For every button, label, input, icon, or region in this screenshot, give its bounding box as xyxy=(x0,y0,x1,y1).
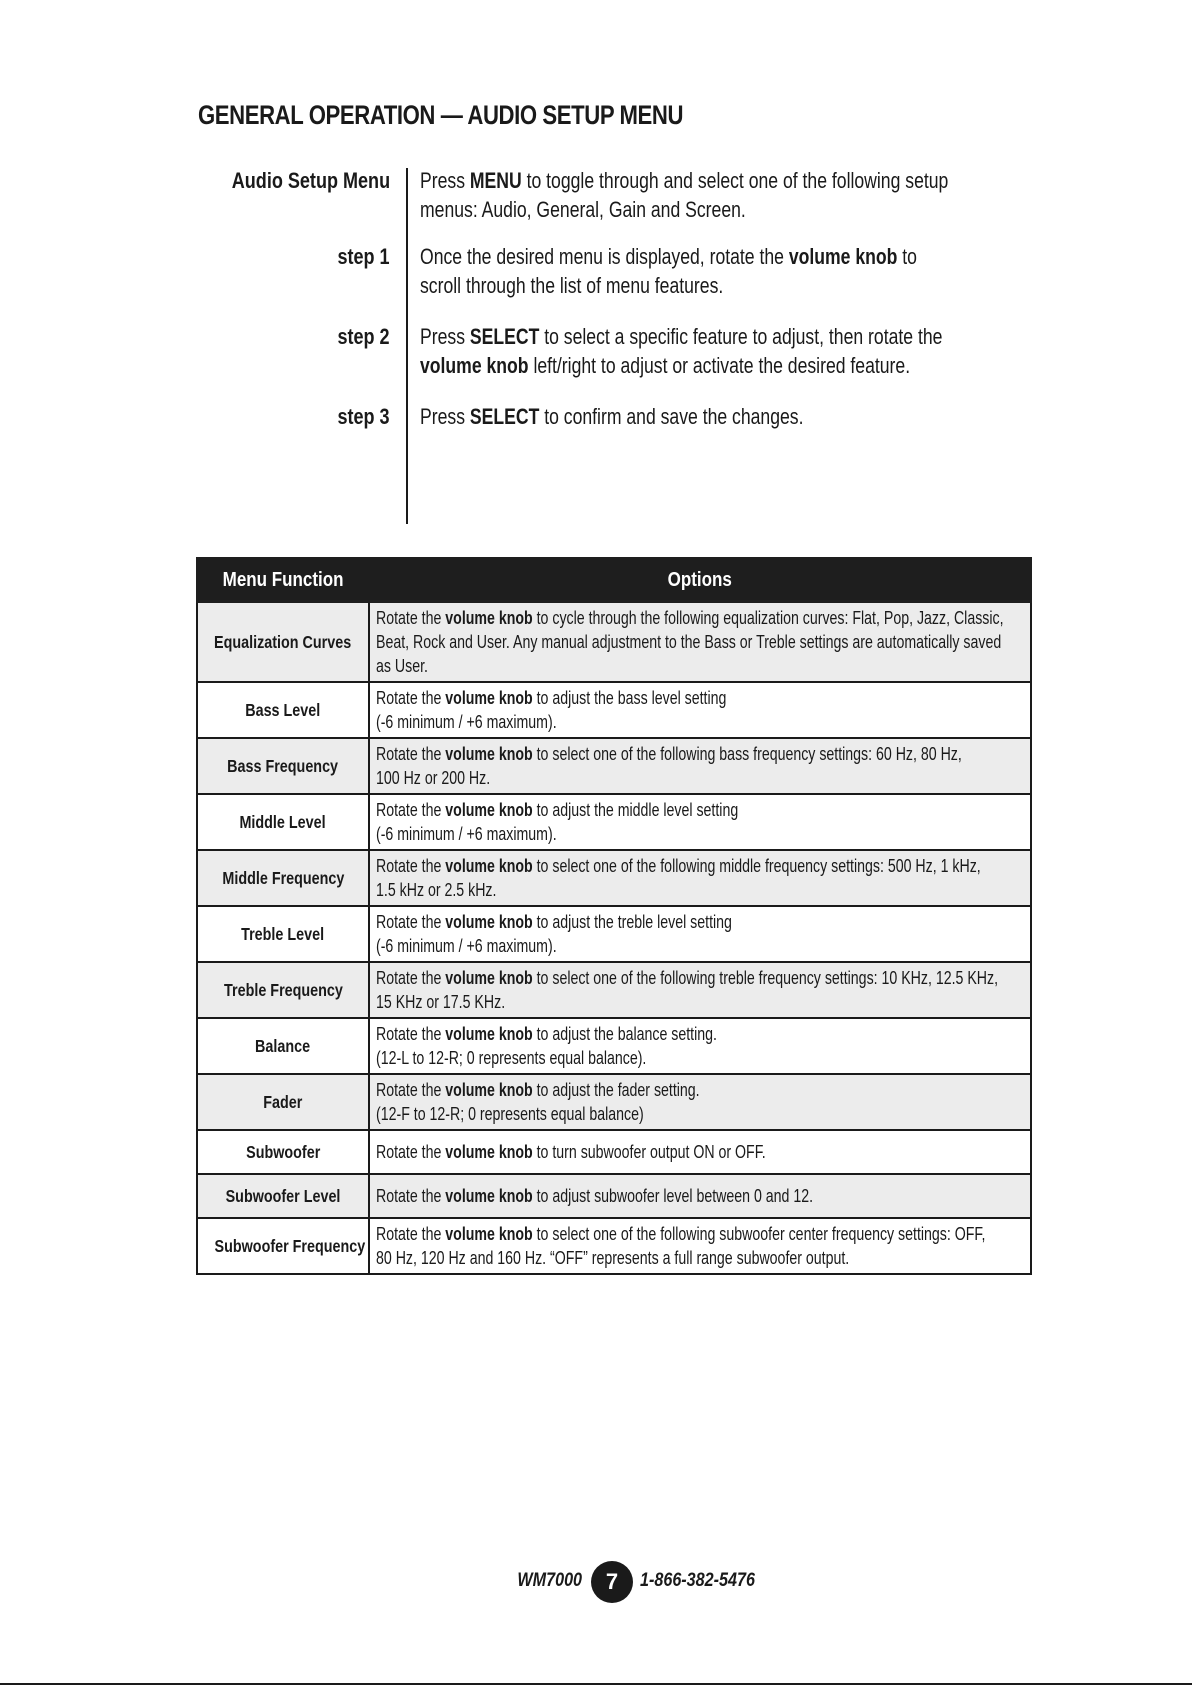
text-segment: to adjust the balance setting. xyxy=(532,1024,717,1044)
options-text xyxy=(376,1022,1084,1070)
emphasis-text: volume knob xyxy=(445,1080,533,1100)
options-text xyxy=(376,686,1084,734)
emphasis-text: volume knob xyxy=(445,1142,533,1162)
options-text xyxy=(376,910,1084,958)
text-segment: 80 Hz, 120 Hz and 160 Hz. “OFF” represents a full range subwoofer output. xyxy=(376,1248,850,1268)
audio-setup-instructions xyxy=(190,166,1010,524)
emphasis-text: volume knob xyxy=(445,1186,533,1206)
menu-function-cell: Middle Level xyxy=(197,794,369,850)
emphasis-text: volume knob xyxy=(445,1024,533,1044)
menu-function-cell: Equalization Curves xyxy=(197,602,369,682)
text-segment: Rotate the xyxy=(376,800,446,820)
page-footer xyxy=(0,1560,1192,1604)
text-segment: to adjust the treble level setting xyxy=(532,912,732,932)
emphasis-text: MENU xyxy=(469,168,522,193)
table-row xyxy=(197,602,1031,682)
text-segment: Rotate the xyxy=(376,1080,446,1100)
table-row xyxy=(197,1174,1031,1218)
text-segment: to select one of the following subwoofer center frequency settings: OFF, xyxy=(532,1224,986,1244)
emphasis-text: volume knob xyxy=(445,1224,533,1244)
emphasis-text: SELECT xyxy=(469,324,540,349)
model-number: WM7000 xyxy=(517,1570,582,1591)
text-segment: to select one of the following treble frequency settings: 10 KHz, 12.5 KHz, xyxy=(532,968,999,988)
options-text xyxy=(376,1078,1084,1126)
text-segment: to cycle through the following equalization curves: Flat, Pop, Jazz, Classic, xyxy=(532,608,1004,628)
options-cell xyxy=(369,794,1031,850)
table-row xyxy=(197,1074,1031,1130)
options-text xyxy=(376,854,1084,902)
menu-function-cell: Balance xyxy=(197,1018,369,1074)
options-text xyxy=(376,1184,1084,1208)
text-segment: to select one of the following middle frequency settings: 500 Hz, 1 kHz, xyxy=(532,856,981,876)
options-cell xyxy=(369,1174,1031,1218)
text-segment: to select a specific feature to adjust, then rotate the xyxy=(539,324,943,349)
table-header-row xyxy=(197,558,1031,602)
text-segment: Rotate the xyxy=(376,856,446,876)
options-text xyxy=(376,1222,1084,1270)
options-cell xyxy=(369,906,1031,962)
emphasis-text: volume knob xyxy=(420,353,529,378)
options-text xyxy=(376,606,1084,678)
table-row xyxy=(197,850,1031,906)
options-text xyxy=(376,966,1084,1014)
options-cell xyxy=(369,1018,1031,1074)
text-segment: (12-L to 12-R; 0 represents equal balance). xyxy=(376,1048,647,1068)
text-segment: (-6 minimum / +6 maximum). xyxy=(376,824,557,844)
options-cell xyxy=(369,602,1031,682)
vertical-divider xyxy=(406,168,408,524)
text-segment: to adjust the middle level setting xyxy=(532,800,739,820)
text-segment: Press xyxy=(420,404,470,429)
options-cell xyxy=(369,738,1031,794)
setup-text xyxy=(420,322,1012,380)
text-segment: Press xyxy=(420,168,470,193)
text-segment: scroll through the list of menu features. xyxy=(420,273,724,298)
table-row xyxy=(197,738,1031,794)
setup-text xyxy=(420,402,1012,431)
text-segment: Rotate the xyxy=(376,688,446,708)
emphasis-text: volume knob xyxy=(445,800,533,820)
menu-function-cell: Subwoofer Level xyxy=(197,1174,369,1218)
menu-function-cell: Fader xyxy=(197,1074,369,1130)
emphasis-text: volume knob xyxy=(445,608,533,628)
text-segment: Beat, Rock and User. Any manual adjustment to the Bass or Treble settings are automatically saved xyxy=(376,632,1002,652)
menu-function-cell: Treble Frequency xyxy=(197,962,369,1018)
setup-label: step 1 xyxy=(337,244,390,269)
emphasis-text: SELECT xyxy=(469,404,540,429)
options-text xyxy=(376,742,1084,790)
emphasis-text: volume knob xyxy=(445,968,533,988)
text-segment: (-6 minimum / +6 maximum). xyxy=(376,712,557,732)
text-segment: (12-F to 12-R; 0 represents equal balance) xyxy=(376,1104,644,1124)
menu-function-cell: Treble Level xyxy=(197,906,369,962)
text-segment: to turn subwoofer output ON or OFF. xyxy=(532,1142,766,1162)
text-segment: Rotate the xyxy=(376,1024,446,1044)
header-options: Options xyxy=(369,558,1031,602)
text-segment: to select one of the following bass frequency settings: 60 Hz, 80 Hz, xyxy=(532,744,962,764)
emphasis-text: volume knob xyxy=(445,688,533,708)
text-segment: Rotate the xyxy=(376,1224,446,1244)
page-number: 7 xyxy=(591,1561,633,1603)
emphasis-text: volume knob xyxy=(445,744,533,764)
options-cell xyxy=(369,1218,1031,1274)
text-segment: Once the desired menu is displayed, rotate the xyxy=(420,244,789,269)
emphasis-text: volume knob xyxy=(445,912,533,932)
text-segment: to adjust subwoofer level between 0 and 12. xyxy=(532,1186,814,1206)
options-text xyxy=(376,798,1084,846)
text-segment: 15 KHz or 17.5 KHz. xyxy=(376,992,506,1012)
setup-label: Audio Setup Menu xyxy=(231,168,390,193)
setup-label: step 3 xyxy=(337,404,390,429)
text-segment: Press xyxy=(420,324,470,349)
menu-function-cell: Middle Frequency xyxy=(197,850,369,906)
options-cell xyxy=(369,962,1031,1018)
setup-text xyxy=(420,166,1012,224)
emphasis-text: volume knob xyxy=(788,244,898,269)
text-segment: Rotate the xyxy=(376,744,446,764)
text-segment: left/right to adjust or activate the desired feature. xyxy=(528,353,911,378)
text-segment: as User. xyxy=(376,656,428,676)
page-title: GENERAL OPERATION — AUDIO SETUP MENU xyxy=(198,100,684,130)
text-segment: 100 Hz or 200 Hz. xyxy=(376,768,491,788)
menu-function-table xyxy=(196,557,1032,1275)
setup-text xyxy=(420,242,1012,300)
menu-function-cell: Subwoofer Frequency xyxy=(197,1218,369,1274)
options-cell xyxy=(369,682,1031,738)
text-segment: Rotate the xyxy=(376,1186,446,1206)
table-row xyxy=(197,794,1031,850)
phone-number: 1-866-382-5476 xyxy=(640,1570,755,1591)
text-segment: Rotate the xyxy=(376,912,446,932)
table-row xyxy=(197,1218,1031,1274)
text-segment: Rotate the xyxy=(376,608,446,628)
text-segment: (-6 minimum / +6 maximum). xyxy=(376,936,557,956)
table-row xyxy=(197,682,1031,738)
text-segment: to toggle through and select one of the following setup xyxy=(521,168,949,193)
options-cell xyxy=(369,1130,1031,1174)
menu-function-cell: Bass Frequency xyxy=(197,738,369,794)
emphasis-text: volume knob xyxy=(445,856,533,876)
table-row xyxy=(197,1130,1031,1174)
text-segment: Rotate the xyxy=(376,968,446,988)
options-text xyxy=(376,1140,1084,1164)
text-segment: to confirm and save the changes. xyxy=(539,404,804,429)
options-cell xyxy=(369,1074,1031,1130)
menu-function-cell: Subwoofer xyxy=(197,1130,369,1174)
table-row xyxy=(197,962,1031,1018)
menu-function-cell: Bass Level xyxy=(197,682,369,738)
text-segment: Rotate the xyxy=(376,1142,446,1162)
text-segment: to xyxy=(897,244,917,269)
header-menu-function: Menu Function xyxy=(197,558,369,602)
text-segment: to adjust the bass level setting xyxy=(532,688,727,708)
setup-label: step 2 xyxy=(337,324,390,349)
text-segment: to adjust the fader setting. xyxy=(532,1080,700,1100)
text-segment: 1.5 kHz or 2.5 kHz. xyxy=(376,880,497,900)
table-row xyxy=(197,906,1031,962)
text-segment: menus: Audio, General, Gain and Screen. xyxy=(420,197,746,222)
options-cell xyxy=(369,850,1031,906)
table-row xyxy=(197,1018,1031,1074)
